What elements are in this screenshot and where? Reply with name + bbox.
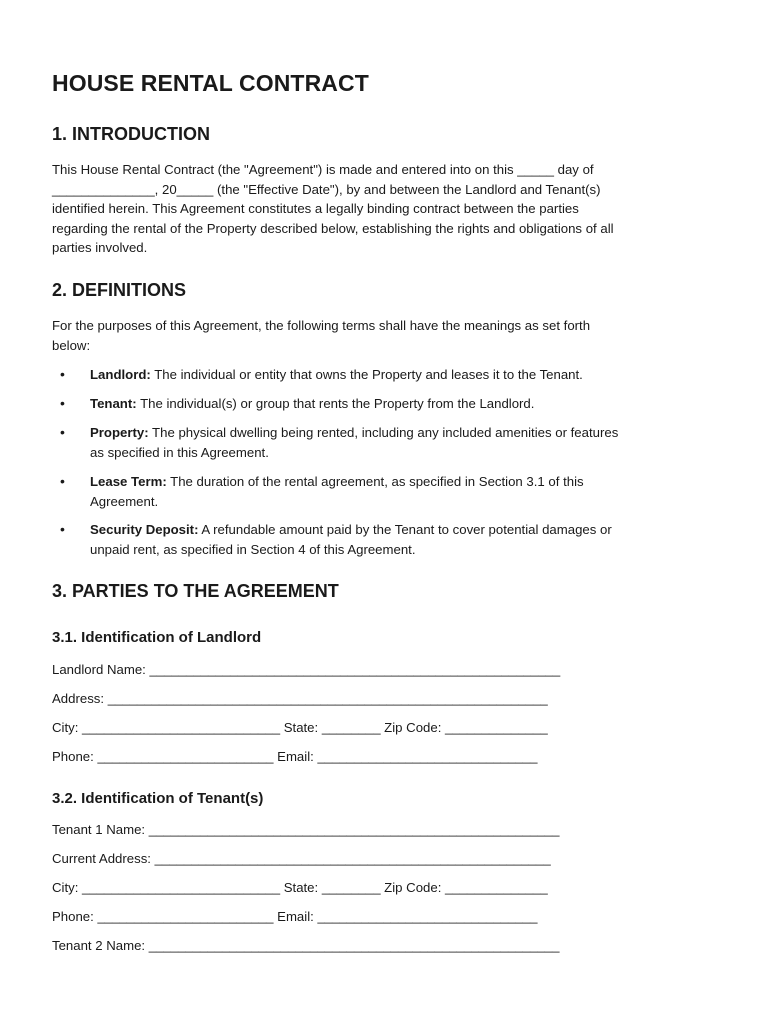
definition-term: Security Deposit: — [90, 522, 199, 537]
document-title: HOUSE RENTAL CONTRACT — [52, 70, 369, 96]
section-heading-introduction: 1. INTRODUCTION — [52, 124, 211, 144]
paragraph-line: regarding the rental of the Property described below, establishing the rights and obligations of all — [52, 220, 614, 236]
section-heading-definitions: 2. DEFINITIONS — [52, 280, 187, 300]
tenant-current-address-field: Current Address: ______________________________________________________ — [52, 851, 551, 866]
definitions-intro — [52, 316, 722, 355]
bullet-icon: • — [60, 366, 65, 382]
paragraph-line: below: — [52, 337, 91, 353]
bullet-icon: • — [60, 473, 65, 489]
definition-text-continued: Agreement. — [90, 493, 159, 509]
landlord-name-field: Landlord Name: ________________________________________________________ — [52, 662, 561, 677]
definition-term: Property: — [90, 425, 149, 440]
paragraph-line: parties involved. — [52, 240, 148, 256]
paragraph-line: identified herein. This Agreement constitutes a legally binding contract between the parties — [52, 201, 579, 217]
definition-text: A refundable amount paid by the Tenant to cover potential damages or — [198, 522, 612, 537]
subsection-heading-tenants: 3.2. Identification of Tenant(s) — [52, 790, 264, 807]
paragraph-line: For the purposes of this Agreement, the following terms shall have the meanings as set forth — [52, 318, 591, 333]
definition-text-continued: as specified in this Agreement. — [90, 444, 269, 460]
landlord-city-state-zip-field: City: ___________________________ State: ________ Zip Code: ______________ — [52, 720, 548, 735]
definition-text-continued: unpaid rent, as specified in Section 4 of this Agreement. — [90, 541, 416, 557]
definition-text: The individual(s) or group that rents the Property from the Landlord. — [136, 396, 535, 411]
paragraph-line: ______________, 20_____ (the "Effective Date"), by and between the Landlord and Tenant(s) — [52, 181, 601, 197]
definition-term: Tenant: — [90, 396, 137, 411]
definition-text: The physical dwelling being rented, including any included amenities or features — [148, 425, 619, 440]
tenant1-name-field: Tenant 1 Name: ________________________________________________________ — [52, 822, 560, 837]
tenant-city-state-zip-field: City: ___________________________ State: ________ Zip Code: ______________ — [52, 880, 548, 895]
bullet-icon: • — [60, 424, 65, 440]
tenant2-name-field: Tenant 2 Name: ________________________________________________________ — [52, 938, 560, 953]
definition-text: The duration of the rental agreement, as specified in Section 3.1 of this — [166, 474, 584, 489]
paragraph-line: This House Rental Contract (the "Agreement") is made and entered into on this _____ day of — [52, 162, 594, 177]
section-heading-parties: 3. PARTIES TO THE AGREEMENT — [52, 581, 339, 601]
introduction-paragraph — [52, 160, 722, 258]
definition-term: Landlord: — [90, 367, 151, 382]
tenant-phone-email-field: Phone: ________________________ Email: ______________________________ — [52, 909, 538, 924]
definition-text: The individual or entity that owns the Property and leases it to the Tenant. — [150, 367, 583, 382]
bullet-icon: • — [60, 395, 65, 411]
definition-term: Lease Term: — [90, 474, 167, 489]
landlord-address-field: Address: ____________________________________________________________ — [52, 691, 548, 706]
subsection-heading-landlord: 3.1. Identification of Landlord — [52, 629, 262, 646]
landlord-phone-email-field: Phone: ________________________ Email: ______________________________ — [52, 749, 538, 764]
bullet-icon: • — [60, 521, 65, 537]
